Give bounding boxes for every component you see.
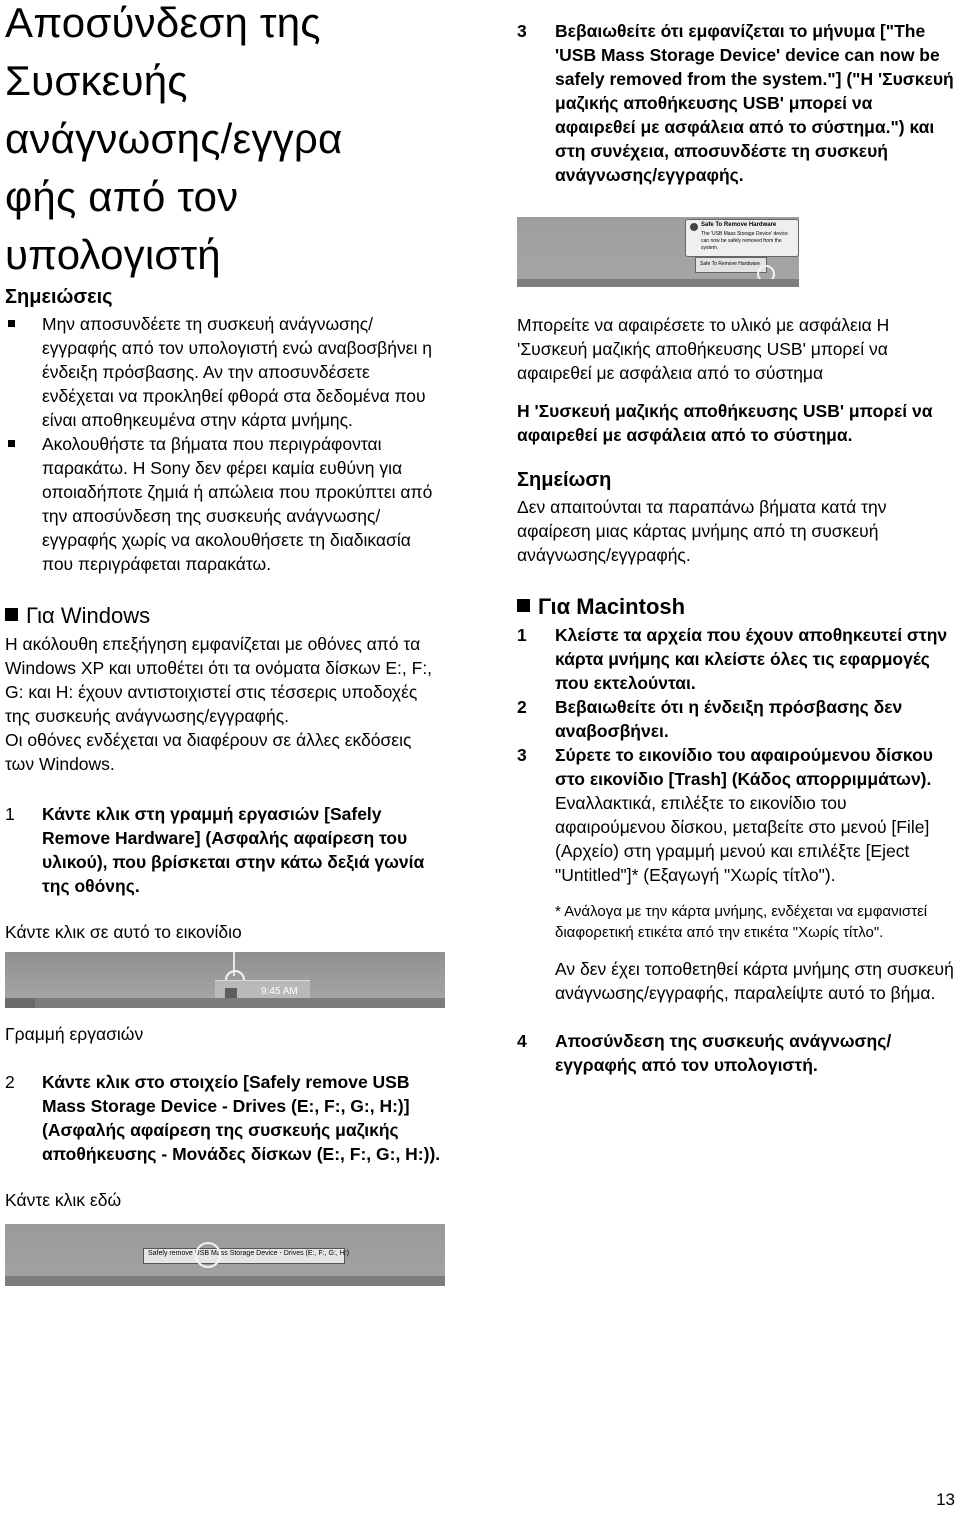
menu-item-safely-remove[interactable]: Safely remove USB Mass Storage Device - Drives (E:, F:, G:, H:) [148, 1250, 350, 1257]
mac-heading: Για Macintosh [517, 593, 957, 621]
taskbar-caption: Γραμμή εργασιών [5, 1024, 144, 1044]
note-heading: Σημείωση [517, 469, 612, 491]
step-number: 3 [517, 21, 527, 41]
step-3-alternative: Εναλλακτικά, επιλέξτε το εικονίδιο του αφαιρούμενου δίσκου, μεταβείτε στο μενού [File] (Αρχείο) στη γραμμή μενού και επιλέξτε [Eject "Untitled"]* (Εξαγωγή "Χωρίς τίτλο"). [555, 793, 930, 885]
message-plain: Μπορείτε να αφαιρέσετε το υλικό με ασφάλεια Η 'Συσκευή μαζικής αποθήκευσης USB' μπορεί να αφαιρεθεί με ασφάλεια από το σύστημα [517, 315, 890, 383]
menu-popup[interactable] [143, 1248, 350, 1264]
notes-heading: Σημειώσεις [5, 286, 113, 308]
clock-text: 9:45 AM [261, 986, 298, 997]
info-icon [690, 223, 698, 231]
message-bold: Η 'Συσκευή μαζικής αποθήκευσης USB' μπορεί να αφαιρεθεί με ασφάλεια από το σύστημα. [517, 401, 933, 445]
square-bullet-icon [517, 599, 530, 612]
step-number: 2 [517, 697, 527, 717]
menu-screenshot [5, 1224, 445, 1286]
step-number: 1 [5, 804, 15, 824]
right-column [517, 0, 957, 1077]
page-title [5, 0, 445, 284]
step-number: 3 [517, 745, 527, 765]
mac-step-2 [517, 695, 957, 743]
windows-step-3 [517, 19, 957, 187]
step-text: Αποσύνδεση της συσκευής ανάγνωσης/εγγραφής από τον υπολογιστή. [555, 1031, 892, 1075]
step-text: Βεβαιωθείτε ότι εμφανίζεται το μήνυμα ["The 'USB Mass Storage Device' device can now be safely removed from the system."] ("Η 'Συσκευή μαζικής αποθήκευσης USB' μπορεί να αφαιρεθεί με ασφάλεια από το σύστημα.") και στη συνέχεια, αποσυνδέστε τη συσκευή ανάγνωσης/εγγραφής. [555, 21, 954, 185]
taskbar-screenshot [5, 952, 445, 1008]
list-item: Μην αποσυνδέετε τη συσκευή ανάγνωσης/εγγραφής από τον υπολογιστή ενώ αναβοσβήνει η ένδειξη πρόσβασης. Αν την αποσυνδέσετε ενδέχεται να προκληθεί φθορά στα δεδομένα που είναι αποθηκευμένα στην κάρτα μνήμης. [5, 312, 445, 432]
step-number: 1 [517, 625, 527, 645]
step-text: Κάντε κλικ στο στοιχείο [Safely remove USB Mass Storage Device - Drives (E:, F:, G:, H:)] (Ασφαλής αφαίρεση της συσκευής μαζικής αποθήκευσης - Μονάδες δίσκων (E:, F:, G:, H:)). [42, 1072, 441, 1164]
balloon-title: Safe To Remove Hardware [701, 222, 777, 228]
step-number: 4 [517, 1031, 527, 1051]
notes-list [5, 312, 445, 576]
left-column [5, 0, 445, 1286]
bullet-icon [8, 320, 15, 327]
title-line: υπολογιστή [5, 231, 221, 278]
taskbar-bar[interactable] [5, 998, 445, 1008]
note-text: Δεν απαιτούνται τα παραπάνω βήματα κατά την αφαίρεση μιας κάρτας μνήμης από τη συσκευή ανάγνωσης/εγγραφής. [517, 497, 887, 565]
balloon-small: Safe To Remove Hardware [695, 257, 767, 273]
footnote: * Ανάλογα με την κάρτα μνήμης, ενδέχεται να εμφανιστεί διαφορετική ετικέτα από την ετικέτα "Χωρίς τίτλο". [555, 903, 928, 941]
mac-step-4 [517, 1029, 957, 1077]
skip-text: Αν δεν έχει τοποθετηθεί κάρτα μνήμης στη συσκευή ανάγνωσης/εγγραφής, παραλείψτε αυτό το βήμα. [555, 959, 954, 1003]
step-text: Σύρετε το εικονίδιο του αφαιρούμενου δίσκου στο εικονίδιο [Trash] (Κάδος απορριμμάτων). [555, 745, 933, 789]
title-line: Αποσύνδεση της [5, 0, 321, 46]
mac-step-3 [517, 743, 957, 887]
taskbar-bar [5, 1276, 445, 1286]
click-icon-caption: Κάντε κλικ σε αυτό το εικονίδιο [5, 922, 242, 942]
list-item: Ακολουθήστε τα βήματα που περιγράφονται παρακάτω. Η Sony δεν φέρει καμία ευθύνη για οποιαδήποτε ζημιά ή απώλεια που προκύπτει από την αποσύνδεση της συσκευής ανάγνωσης/εγγραφής χωρίς να ακολουθήσετε τη διαδικασία που περιγράφεται παρακάτω. [5, 432, 445, 576]
windows-intro-2: Οι οθόνες ενδέχεται να διαφέρουν σε άλλες εκδόσεις των Windows. [5, 730, 412, 774]
safely-remove-icon[interactable] [225, 988, 237, 998]
windows-step-2 [5, 1070, 445, 1166]
taskbar-bar [517, 279, 799, 287]
click-here-caption: Κάντε κλικ εδώ [5, 1190, 122, 1210]
bullet-icon [8, 440, 15, 447]
title-line: ανάγνωσης/εγγρα [5, 115, 343, 162]
balloon-text: The 'USB Mass Storage Device' device can now be safely removed from the system. [701, 231, 788, 251]
callout-circle [195, 1242, 221, 1268]
windows-heading: Για Windows [5, 602, 445, 630]
step-text: Βεβαιωθείτε ότι η ένδειξη πρόσβασης δεν αναβοσβήνει. [555, 697, 903, 741]
title-line: Συσκευής [5, 57, 188, 104]
step-number: 2 [5, 1072, 15, 1092]
balloon-screenshot [517, 217, 799, 287]
start-button-icon[interactable] [5, 998, 35, 1008]
balloon-popup [685, 219, 799, 257]
step-text: Κάντε κλικ στη γραμμή εργασιών [Safely Remove Hardware] (Ασφαλής αφαίρεση του υλικού), που βρίσκεται στην κάτω δεξιά γωνία της οθόνης. [42, 804, 425, 896]
step-text: Κλείστε τα αρχεία που έχουν αποθηκευτεί στην κάρτα μνήμης και κλείστε όλες τις εφαρμογές που εκτελούνται. [555, 625, 948, 693]
windows-step-1 [5, 802, 445, 898]
windows-intro: Η ακόλουθη επεξήγηση εμφανίζεται με οθόνες από τα Windows XP και υποθέτει ότι τα ονόματα δίσκων E:, F:, G: και H: έχουν αντιστοιχιστεί στις τέσσερις υποδοχές της συσκευής ανάγνωσης/εγγραφής. [5, 634, 433, 726]
mac-step-1 [517, 623, 957, 695]
square-bullet-icon [5, 608, 18, 621]
title-line: φής από τον [5, 173, 239, 220]
page-number: 13 [936, 1490, 955, 1509]
